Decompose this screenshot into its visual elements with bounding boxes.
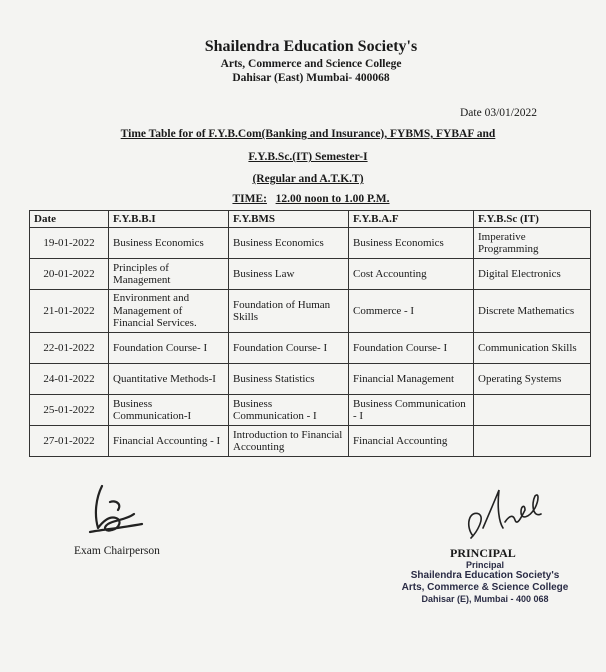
cell: Principles of Management: [109, 259, 229, 290]
cell: Discrete Mathematics: [474, 290, 591, 333]
header-fybscit: F.Y.B.Sc (IT): [474, 211, 591, 228]
document-date: Date 03/01/2022: [460, 107, 537, 119]
cell: [474, 426, 591, 457]
college-stamp: [380, 560, 590, 605]
cell: Imperative Programming: [474, 228, 591, 259]
title-line-2: F.Y.B.Sc.(IT) Semester-I: [248, 151, 368, 163]
cell: Foundation Course- I: [349, 333, 474, 364]
cell-date: 20-01-2022: [30, 259, 109, 290]
header-fybaf: F.Y.B.A.F: [349, 211, 474, 228]
cell: Business Communication - I: [349, 395, 474, 426]
cell-date: 22-01-2022: [30, 333, 109, 364]
cell-date: 24-01-2022: [30, 364, 109, 395]
cell: Financial Accounting - I: [109, 426, 229, 457]
cell: Business Economics: [349, 228, 474, 259]
exam-chairperson-label: Exam Chairperson: [74, 545, 160, 557]
table-row: [30, 364, 591, 395]
cell: Foundation Course- I: [109, 333, 229, 364]
title-line-1: Time Table for of F.Y.B.Com(Banking and Insurance), FYBMS, FYBAF and: [120, 128, 496, 140]
society-name: Shailendra Education Society's: [204, 38, 418, 55]
table-header-row: [30, 211, 591, 228]
principal-signature: [455, 478, 555, 548]
cell: Commerce - I: [349, 290, 474, 333]
stamp-society: Shailendra Education Society's: [410, 570, 560, 581]
stamp-address: Dahisar (E), Mumbai - 400 068: [421, 594, 549, 604]
table-row: [30, 259, 591, 290]
header-fybbi: F.Y.B.B.I: [109, 211, 229, 228]
table-row: [30, 333, 591, 364]
college-address: Dahisar (East) Mumbai- 400068: [232, 72, 390, 84]
cell: Communication Skills: [474, 333, 591, 364]
timetable: [29, 210, 591, 457]
cell: Introduction to Financial Accounting: [229, 426, 349, 457]
chairperson-signature: [80, 480, 150, 540]
cell: Environment and Management of Financial Services.: [109, 290, 229, 333]
table-row: [30, 395, 591, 426]
stamp-college: Arts, Commerce & Science College: [401, 582, 569, 593]
table-row: [30, 290, 591, 333]
principal-label: PRINCIPAL: [450, 546, 516, 560]
cell: Business Communication - I: [229, 395, 349, 426]
cell: Business Economics: [109, 228, 229, 259]
time-label: TIME:: [232, 193, 267, 205]
cell-date: 21-01-2022: [30, 290, 109, 333]
table-row: [30, 228, 591, 259]
cell: Financial Accounting: [349, 426, 474, 457]
cell: Operating Systems: [474, 364, 591, 395]
stamp-principal: Principal: [465, 560, 504, 570]
table-row: [30, 426, 591, 457]
cell-date: 25-01-2022: [30, 395, 109, 426]
title-line-3: (Regular and A.T.K.T): [252, 173, 364, 185]
header-fybms: F.Y.BMS: [229, 211, 349, 228]
cell: Business Law: [229, 259, 349, 290]
cell: Business Communication-I: [109, 395, 229, 426]
college-name: Arts, Commerce and Science College: [220, 58, 402, 70]
cell-date: 19-01-2022: [30, 228, 109, 259]
cell: Foundation of Human Skills: [229, 290, 349, 333]
cell: Digital Electronics: [474, 259, 591, 290]
exam-time: [0, 193, 606, 205]
cell: Cost Accounting: [349, 259, 474, 290]
cell: Business Economics: [229, 228, 349, 259]
cell: [474, 395, 591, 426]
cell: Financial Management: [349, 364, 474, 395]
cell: Business Statistics: [229, 364, 349, 395]
cell-date: 27-01-2022: [30, 426, 109, 457]
cell: Quantitative Methods-I: [109, 364, 229, 395]
header-date: Date: [30, 211, 109, 228]
cell: Foundation Course- I: [229, 333, 349, 364]
time-value: 12.00 noon to 1.00 P.M.: [275, 193, 390, 205]
